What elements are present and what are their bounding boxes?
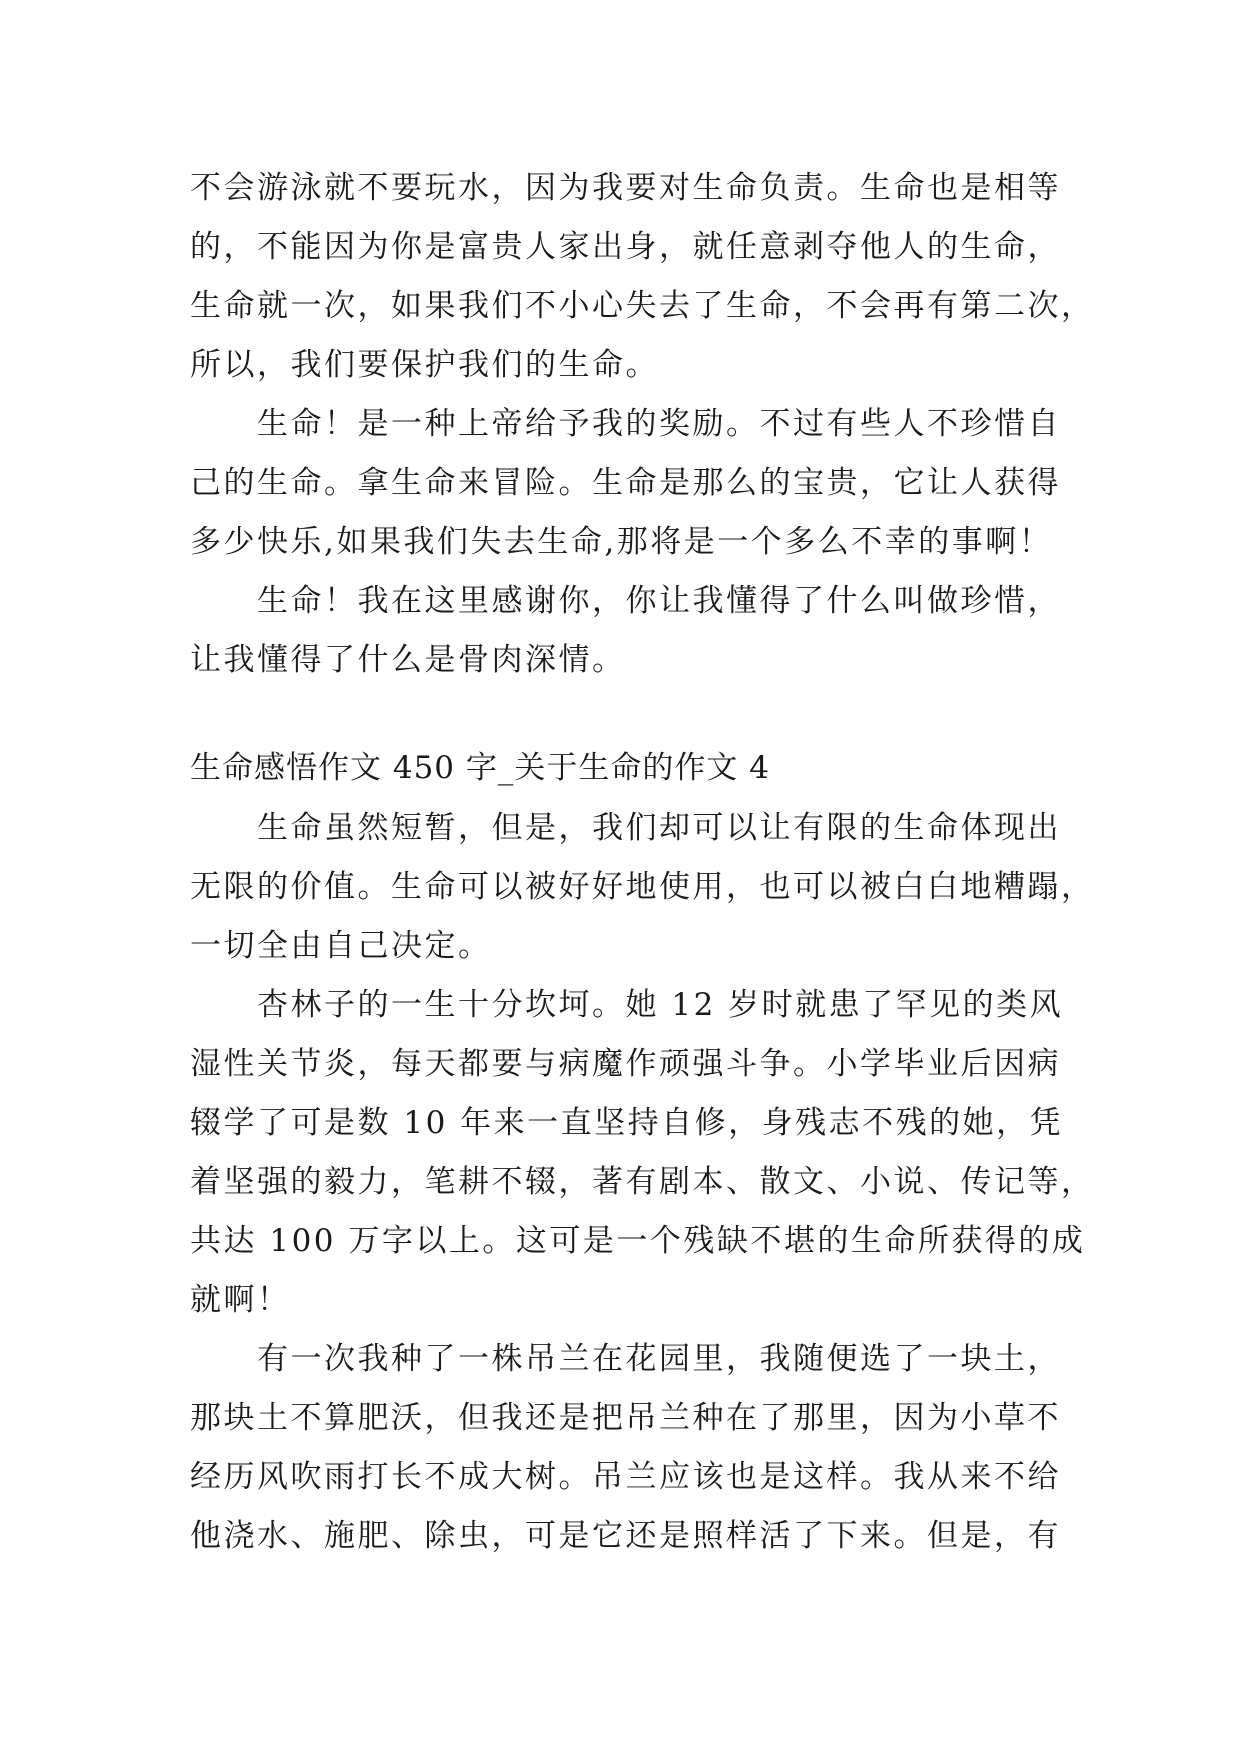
text-line: 的，不能因为你是富贵人家出身，就任意剥夺他人的生命， — [190, 229, 1061, 265]
text-line: 着坚强的毅力，笔耕不辍，著有剧本、散文、小说、传记等， — [190, 1164, 1095, 1200]
text-line: 辍学了可是数 10 年来一直坚持自修，身残志不残的她，凭 — [190, 1105, 1064, 1141]
text-line: 一切全由自己决定。 — [190, 928, 492, 964]
text-line: 湿性关节炎，每天都要与病魔作顽强斗争。小学毕业后因病 — [190, 1046, 1061, 1082]
text-line: 有一次我种了一株吊兰在花园里，我随便选了一块土， — [190, 1341, 1061, 1377]
text-line: 让我懂得了什么是骨肉深情。 — [190, 642, 626, 678]
text-line: 不会游泳就不要玩水，因为我要对生命负责。生命也是相等 — [190, 170, 1061, 206]
text-line: 所以，我们要保护我们的生命。 — [190, 347, 659, 383]
text-line: 多少快乐,如果我们失去生命,那将是一个多么不幸的事啊！ — [190, 524, 1053, 560]
text-line: 就啊！ — [190, 1282, 291, 1318]
text-line: 生命！是一种上帝给予我的奖励。不过有些人不珍惜自 — [190, 406, 1061, 442]
text-line: 无限的价值。生命可以被好好地使用，也可以被白白地糟蹋， — [190, 869, 1095, 905]
text-line: 杏林子的一生十分坎坷。她 12 岁时就患了罕见的类风 — [190, 987, 1064, 1023]
section-heading: 生命感悟作文 450 字_关于生命的作文 4 — [190, 750, 770, 786]
text-line: 共达 100 万字以上。这可是一个残缺不堪的生命所获得的成 — [190, 1223, 1086, 1259]
text-line: 生命就一次，如果我们不小心失去了生命，不会再有第二次， — [190, 288, 1095, 324]
text-line: 己的生命。拿生命来冒险。生命是那么的宝贵，它让人获得 — [190, 465, 1061, 501]
text-line: 生命虽然短暂，但是，我们却可以让有限的生命体现出 — [190, 810, 1061, 846]
text-line: 生命！我在这里感谢你，你让我懂得了什么叫做珍惜， — [190, 583, 1061, 619]
text-line: 那块土不算肥沃，但我还是把吊兰种在了那里，因为小草不 — [190, 1400, 1061, 1436]
text-line: 经历风吹雨打长不成大树。吊兰应该也是这样。我从来不给 — [190, 1459, 1061, 1495]
text-line: 他浇水、施肥、除虫，可是它还是照样活了下来。但是，有 — [190, 1518, 1061, 1554]
